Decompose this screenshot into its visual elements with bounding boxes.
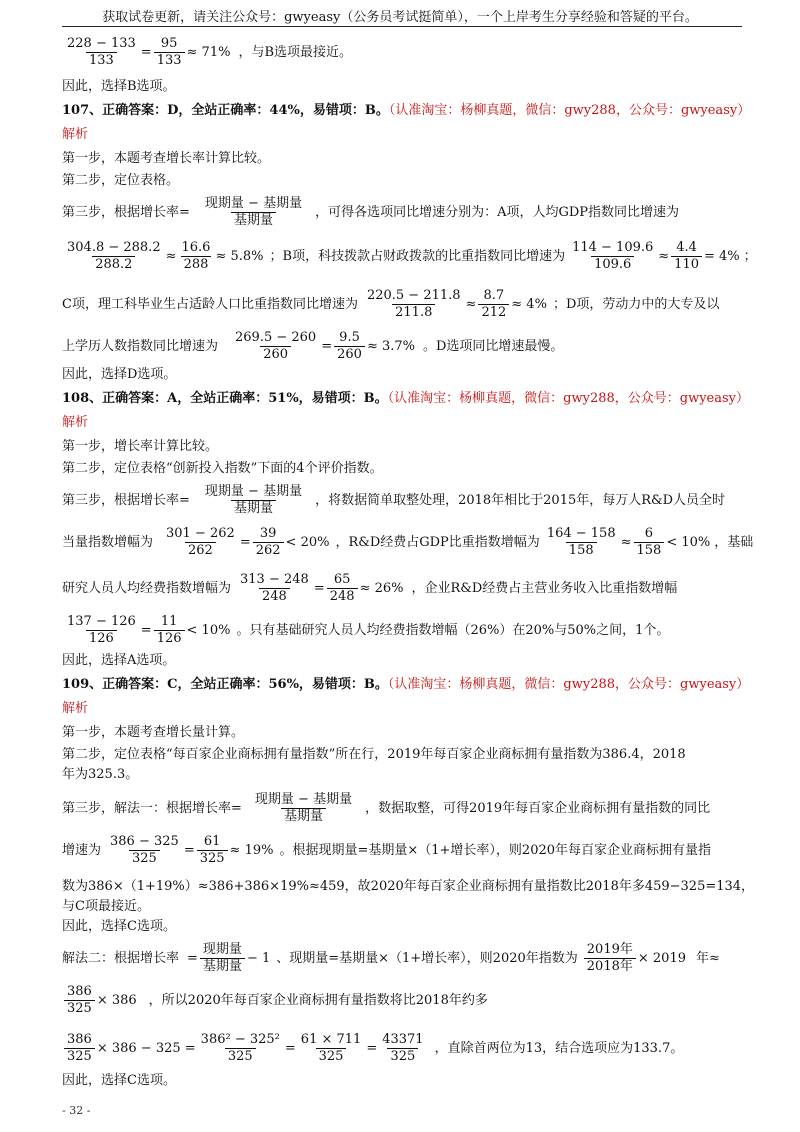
q109-step1: 第一步，本题考查增长量计算。 <box>62 725 245 740</box>
q107-answer-line <box>62 102 750 120</box>
q107-ad: （认准淘宝：杨柳真题，微信：gwy288，公众号：gwyeasy） <box>388 103 751 118</box>
q109-step3: 第三步，解法一：根据增长率= $\frac{\text{现期量 − 基期量}}{\text{基期量}}$ ，数据取整，可得2019年每百家企业商标拥有量指数的同比 <box>62 792 711 824</box>
q107-step1: 第一步，本题考查增长率计算比较。 <box>62 151 271 166</box>
intro-frac-2: $\frac{95}{133}$ <box>154 36 185 69</box>
page-header: 获取试卷更新，请关注公众号：gwyeasy（公务员考试挺简单），一个上岸考生分享经验和答疑的平台。 <box>102 10 698 25</box>
header-rule <box>62 26 742 27</box>
q109-method2-line-3: $\frac{386}{325}$ × 386 − 325 = $\frac{\text{386² − 325²}}{325}$ = $\frac{61 \times 711}{325}$ = $\frac{43371}{325}$ ，直除首两位为13，结合选项应为133.7。 <box>62 1032 683 1065</box>
q108-calc-line-3: 研究人员人均经费指数增幅为 $\frac{313 - 248}{248}$ = $\frac{65}{248}$ ≈ 26% ，企业R&D经费占主营业务收入比重指数增幅 <box>62 572 678 604</box>
page-number: - 32 - <box>62 1104 91 1117</box>
q107-step3: 第三步，根据增长率= $\frac{\text{现期量 − 基期量}}{\text{基期量}}$ ，可得各选项同比增速分别为：A项，人均GDP指数同比增速为 <box>62 196 680 228</box>
q107-head: 107、正确答案：D，全站正确率：44%，易错项：B。 <box>62 103 389 118</box>
q109-method2-line-1: 解法二：根据增长率 = $\frac{\text{现期量}}{\text{基期量}}$ − 1 、现期量=基期量×（1+增长率），则2020年指数为 $\frac{\text{2019年}}{\text{2018年}}$ × 2019 年≈ <box>62 942 720 974</box>
q108-answer-line: 108、正确答案：A，全站正确率：51%，易错项：B。（认准淘宝：杨柳真题，微信：gwy288，公众号：gwyeasy） <box>62 391 750 406</box>
q108-calc-line-4: $\frac{137 - 126}{126}$ = $\frac{11}{126}$ < 10% 。只有基础研究人员人均经费指数增幅（26%）在20%与50%之间，1个。 <box>67 614 670 646</box>
q107-option-c-calc: C项，理工科毕业生占适龄人口比重指数同比增速为 $\frac{220.5 - 211.8}{211.8}$ ≈ $\frac{8.7}{212}$ ≈ 4% ；D项，劳动力中的大专及以 <box>62 288 720 320</box>
q109-conclusion-2: 因此，选择C选项。 <box>62 1073 176 1088</box>
q109-line-4: 与C项最接近。 <box>62 899 150 914</box>
q107-jiexi-label: 解析 <box>62 127 89 142</box>
q108-step3: 第三步，根据增长率= $\frac{\text{现期量 − 基期量}}{\text{基期量}}$ ，将数据简单取整处理，2018年相比于2015年，每万人R&D人员全时 <box>62 484 726 516</box>
q107-step2: 第二步，定位表格。 <box>62 173 180 188</box>
q108-conclusion: 因此，选择A选项。 <box>62 653 176 668</box>
q107-option-d-calc: 上学历人数指数同比增速为 $\frac{269.5 - 260}{260}$ = $\frac{9.5}{260}$ ≈ 3.7% 。D选项同比增速最慢。 <box>62 330 564 362</box>
intro-formula: $\frac{228 - 133}{133}$ = $\frac{95}{133}$ ≈ 71% ，与B选项最接近。 <box>62 36 352 69</box>
q109-method2-line-2: $\frac{386}{325}$ × 386 ，所以2020年每百家企业商标拥有量指数将比2018年约多 <box>62 984 488 1017</box>
q109-answer-line: 109、正确答案：C，全站正确率：56%，易错项：B。（认准淘宝：杨柳真题，微信：gwy288，公众号：gwyeasy） <box>62 677 750 692</box>
q108-step1: 第一步，增长率计算比较。 <box>62 439 219 454</box>
q109-step2-cont: 年为325.3。 <box>62 767 139 782</box>
q109-calc-line-2: 增速为 $\frac{386 - 325}{325}$ = $\frac{61}{325}$ ≈ 19% 。根据现期量=基期量×（1+增长率），则2020年每百家企业商标拥有量指 <box>62 834 712 866</box>
q108-jiexi-label: 解析 <box>62 415 89 430</box>
q109-line-3: 数为386×（1+19%）≈386+386×19%≈459，故2020年每百家企业商标拥有量指数比2018年多459−325=134， <box>62 879 755 894</box>
q109-step2: 第二步，定位表格“每百家企业商标拥有量指数”所在行，2019年每百家企业商标拥有量指数为386.4，2018 <box>62 747 686 762</box>
q109-conclusion-1: 因此，选择C选项。 <box>62 919 176 934</box>
intro-frac-1: $\frac{228 - 133}{133}$ <box>67 36 136 68</box>
q109-jiexi-label: 解析 <box>62 701 89 716</box>
q107-option-a-calc: $\frac{304.8 - 288.2}{288.2}$ ≈ $\frac{16.6}{288}$ ≈ 5.8% ；B项，科技拨款占财政拨款的比重指数同比增速为 $\frac{114 - 109.6}{109.6}$ ≈ $\frac{4.4}{110}$ = 4% ； <box>67 240 757 272</box>
q108-calc-line-2: 当量指数增幅为 $\frac{301 - 262}{262}$ = $\frac{39}{262}$ < 20% ，R&D经费占GDP比重指数增幅为 $\frac{164 - 158}{158}$ ≈ $\frac{6}{158}$ < 10% ，基础 <box>62 526 754 558</box>
growth-rate-formula: $\frac{\text{现期量 − 基期量}}{\text{基期量}}$ <box>204 196 303 228</box>
intro-conclusion: 因此，选择B选项。 <box>62 79 176 94</box>
q108-step2: 第二步，定位表格“创新投入指数”下面的4个评价指数。 <box>62 461 383 476</box>
q107-conclusion: 因此，选择D选项。 <box>62 367 177 382</box>
